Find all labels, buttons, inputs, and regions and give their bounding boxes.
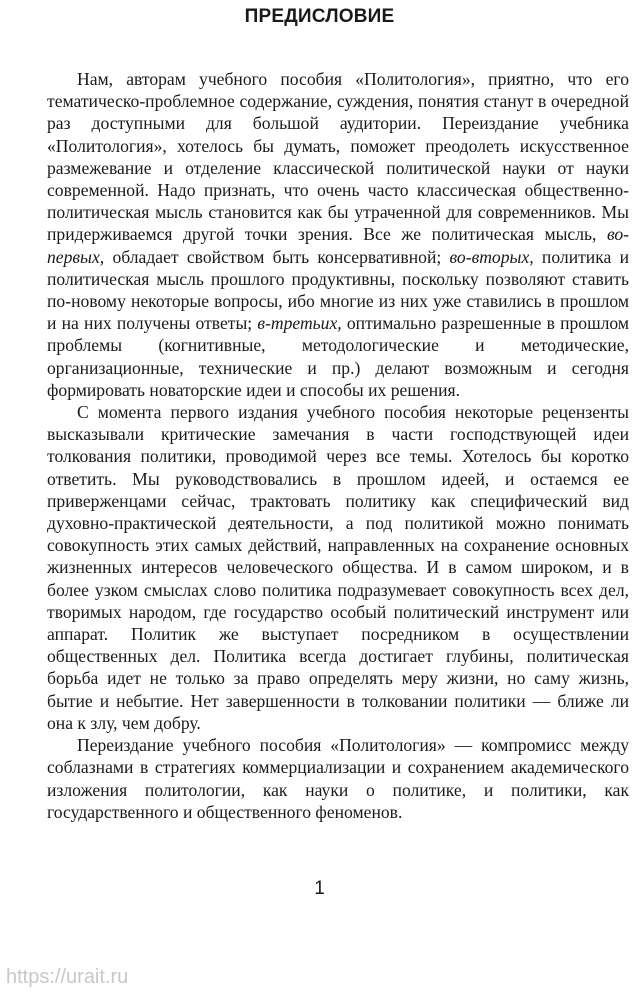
page-title: ПРЕДИСЛОВИЕ (244, 6, 395, 27)
italic-text: в-третьих, (257, 313, 342, 334)
paragraph-text: политика и политическая мысль прошлого продуктивны, поскольку позволяют ставить по-новому некоторые вопросы, ибо многие из них уже ставились в прошлом и на них получены ответы; (47, 246, 629, 334)
paragraph-text: Нам, авторам учебного пособия «Политология», приятно, что его тематическо-проблемное содержание, суждения, понятия станут в очередной раз доступными для большой аудитории. Переиздание учебника «Политология», хотелось бы думать, поможет преодолеть искусственное размежевание и отделение классической политической науки от науки современной. Надо признать, что очень часто классическая общественно-политическая мысль становится как бы утраченной для современников. Мы придерживаемся другой точки зрения. Все же политическая мысль, (47, 69, 629, 245)
watermark: https://urait.ru (6, 966, 129, 988)
paragraph-text: оптимально разрешенные в прошлом проблемы (когнитивные, методологические и методические, организационные, технические и пр.) делают возможным и сегодня формировать новаторские идеи и способы их решения. (47, 313, 630, 400)
italic-text: во-вторых, (449, 246, 534, 267)
paragraph (47, 68, 629, 401)
paragraph-text: С момента первого издания учебного пособия некоторые рецензенты высказывали критические замечания в части господствующей идеи толкования политики, проводимой через все темы. Хотелось бы коротко ответить. Мы руководствовались в прошлом идеей, и остаемся ее приверженцами сейчас, трактовать политику как специфический вид духовно-практической деятельности, а под политикой можно понимать совокупность этих самых действий, направленных на сохранение основных жизненных интересов человеческого общества. И в самом широком, и в более узком смыслах слово политика подразумевает совокупность всех дел, творимых народом, где государство особый политический инструмент или аппарат. Политик же выступает посредником в осуществлении общественных дел. Политика всегда достигает глубины, политическая борьба идет не только за право определять меру жизни, но саму жизнь, бытие и небытие. Нет завершенности в толковании политики — ближе ли она к злу, чем добру. (47, 402, 629, 733)
text-body (47, 68, 629, 823)
page-number: 1 (314, 878, 325, 899)
paragraph (47, 734, 629, 823)
paragraph-text: обладает свойством быть консервативной; (104, 246, 450, 267)
paragraph-text: Переиздание учебного пособия «Политология» — компромисс между соблазнами в стратегиях коммерциализации и сохранением академического изложения политологии, как науки о политике, и политики, как государственного и общественного феноменов. (47, 735, 629, 822)
italic-text: во-первых, (47, 224, 629, 267)
paragraph (47, 401, 629, 734)
